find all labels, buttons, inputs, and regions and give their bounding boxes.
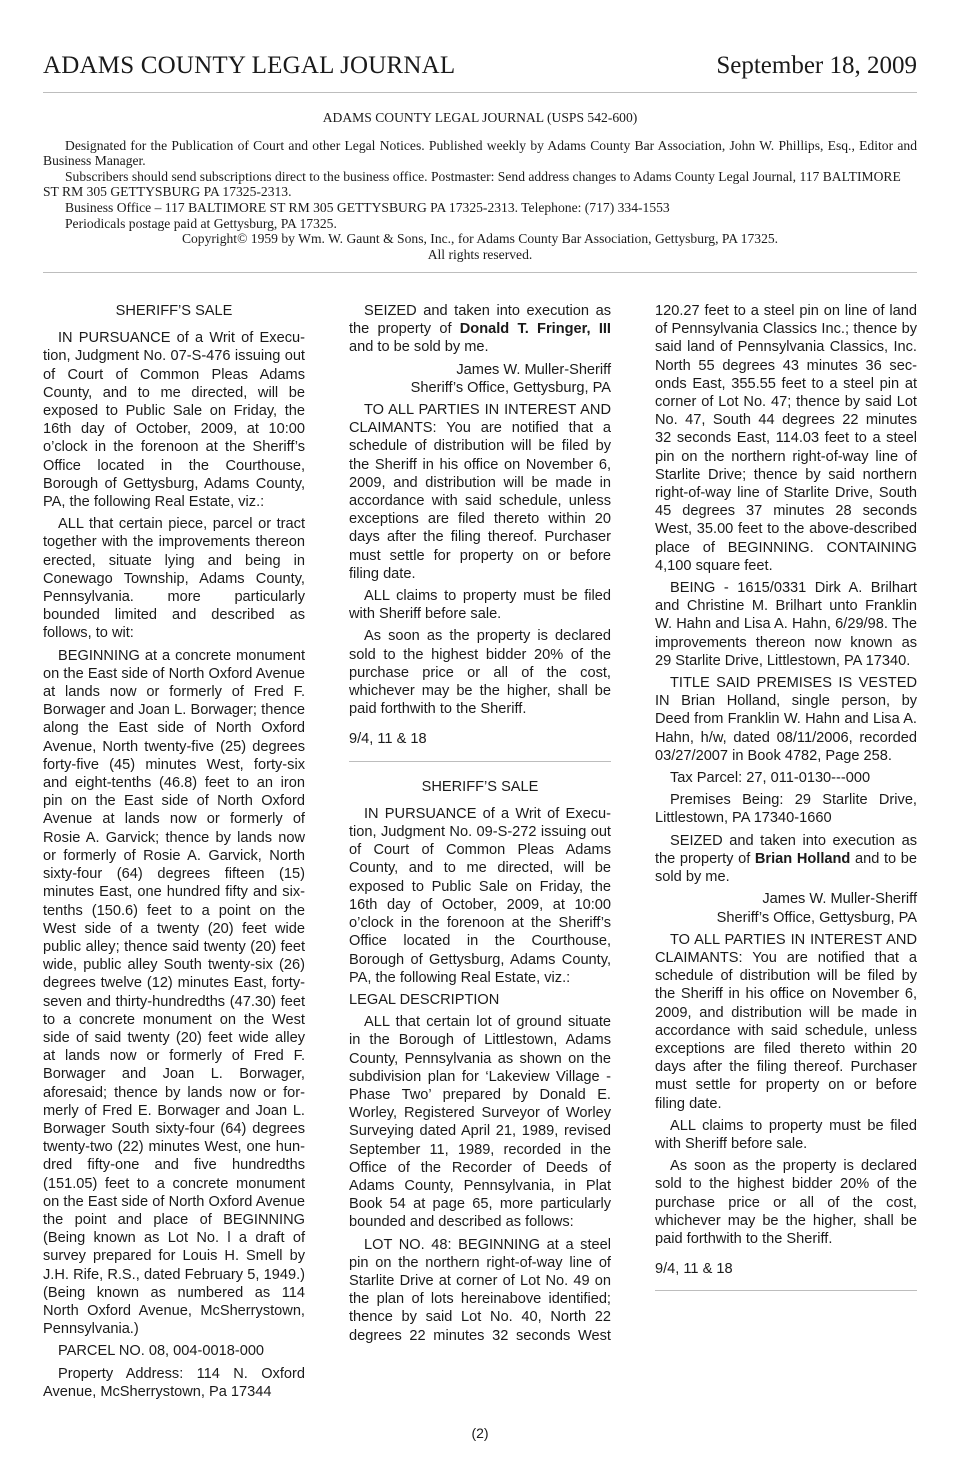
masthead-business-office: Business Office – 117 BALTIMORE ST RM 305 GETTYSBURG PA 17325-2313. Telephone: (717) 334-1553 bbox=[65, 199, 670, 215]
masthead-copyright: Copyright© 1959 by Wm. W. Gaunt & Sons, Inc., for Adams County Bar Association, Gettysburg, PA 17325. bbox=[181, 231, 779, 247]
masthead-rights: All rights reserved. bbox=[427, 246, 533, 262]
notice-2-parties: TO ALL PARTIES IN INTEREST AND CLAIMANTS: You are notified that a schedule of distribution will be filed by the Sheriff in his office on November 6, 2009, and distribution will be made in accordance with said schedule, unless exceptions are filed thereto within 20 days after the filing thereof. Purchaser must settle for property on or before filing date. bbox=[655, 931, 917, 1112]
notice-2-being: BEING - 1615/0331 Dirk A. Brilhart and Christine M. Brilhart unto Franklin W. Hahn and Lisa A. Hahn, 6/29/98. The improvements thereon now known as 29 Starlite Drive, Littlestown, PA 17340. bbox=[655, 580, 917, 669]
page-number: (2) bbox=[471, 1425, 489, 1441]
masthead-subscriptions: Subscribers should send subscriptions direct to the business office. Postmaster: Send address changes to Adams County Legal Journal, 117 BALTIMORE ST RM 305 GETTYSBURG PA 17325-2313. bbox=[43, 168, 901, 200]
column-end-rule bbox=[655, 1290, 917, 1291]
notice-1-tract: ALL that certain piece, parcel or tract together with the improvements thereon erected, situate lying and being in Conewago Township, Adams County, Pennsylvania. more particularly bounded limited and described as follows, to wit: bbox=[43, 516, 305, 642]
masthead-title: ADAMS COUNTY LEGAL JOURNAL (USPS 542-600) bbox=[322, 110, 638, 125]
notice-2-seized-post: and to be sold by me. bbox=[655, 850, 917, 886]
notice-2-claims: ALL claims to property must be filed with Sheriff before sale. bbox=[655, 1117, 917, 1152]
notice-1-parties: TO ALL PARTIES IN INTEREST AND CLAIMANTS: You are notified that a schedule of distribution will be filed by the Sheriff in his office on November 6, 2009, and distribution will be made in accordance with said schedule, unless exceptions are filed thereto within 20 days after the filing thereof. Purchaser must settle for property on or before filing date. bbox=[349, 402, 611, 582]
header-rule bbox=[43, 92, 917, 93]
notice-2-boundary: LOT NO. 48: BEGINNING at a steel pin on the northern right-of-way line of Starlite Drive at corner of Lot No. 49 on the plan of lots hereinabove identified; thence by said Lot No. 40, North 22 degrees 22 minutes 32 seconds West bbox=[349, 1236, 611, 1344]
notice-2-title: TITLE SAID PREMISES IS VESTED IN Brian Holland, single person, by Deed from Franklin W. Hahn and Lisa A. Hahn, h/w, dated 08/11/2006, recorded 03/27/2007 in Book 4782, Page 258. bbox=[655, 675, 917, 764]
notice-1-declared: As soon as the property is declared sold to the highest bidder 20% of the purchase price or all of the cost, whichever may be the higher, shall be paid forthwith to the Sheriff. bbox=[349, 628, 611, 718]
notice-2-dates: 9/4, 11 & 18 bbox=[655, 1261, 733, 1278]
column-2 bbox=[349, 302, 611, 1345]
notice-1-address: Property Address: 114 N. Oxford Avenue, McSherrystown, Pa 17344 bbox=[43, 1365, 305, 1400]
notice-1-defendant: Donald T. Fringer, III bbox=[459, 321, 611, 338]
notice-2-lot: ALL that certain lot of ground situate in the Borough of Littlestown, Adams County, Pennsylvania as shown on the subdivision plan for ‘Lakeview Village - Phase Two’ prepared by Donald E. Worley, Registered Surveyor of Worley Surveying dated April 21, 1989, revised September 11, 1989, recorded in the Office of the Recorder of Deeds of Adams County, Pennsylvania, in Plat Book 54 at page 65, more particularly bounded and described as follows: bbox=[349, 1014, 611, 1231]
notice-divider bbox=[349, 761, 611, 762]
notice-1-seized bbox=[349, 302, 611, 357]
column-3 bbox=[655, 302, 917, 1307]
issue-date: September 18, 2009 bbox=[716, 52, 917, 79]
masthead-postage: Periodicals postage paid at Gettysburg, PA 17325. bbox=[65, 215, 337, 231]
notice-1-seized-post: and to be sold by me. bbox=[349, 339, 489, 356]
notice-2-premises: Premises Being: 29 Starlite Drive, Littlestown, PA 17340-1660 bbox=[655, 792, 917, 827]
notice-1-sheriff-office: Sheriff’s Office, Gettysburg, PA bbox=[410, 379, 611, 396]
notice-1-intro: IN PURSUANCE of a Writ of Execution, Judgment No. 07-S-476 issuing out of Court of Common Pleas Adams County, and to me directed, will be exposed to Public Sale on Friday, the 16th day of October, 2009, at 10:00 o’clock in the forenoon at the Sheriff’s Office located in the Courthouse, Borough of Gettysburg, Adams County, PA, the following Real Estate, viz.: bbox=[43, 330, 305, 511]
notice-2-tax-parcel: Tax Parcel: 27, 011-0130---000 bbox=[670, 770, 871, 787]
notice-2-boundary-continued: 120.27 feet to a steel pin on line of land of Pennsylvania Classics Inc.; thence by said land of Pennsylvania Classics, Inc. North 55 degrees 43 minutes 36 seconds East, 355.55 feet to a steel pin at corner of Lot No. 47; thence by said Lot No. 47, South 44 degrees 22 minutes 32 seconds East, 114.03 feet to a steel pin on the northern right-of-way line of Starlite Drive; thence by said northern right-of-way line of Starlite Drive, South 45 degrees 37 minutes 28 seconds West, 35.00 feet to the above-described place of BEGINNING. CONTAINING 4,100 square feet. bbox=[655, 303, 917, 574]
notice-1-sheriff-name: James W. Muller-Sheriff bbox=[456, 361, 611, 378]
notice-2-sheriff-office: Sheriff’s Office, Gettysburg, PA bbox=[716, 909, 917, 926]
notice-1-dates: 9/4, 11 & 18 bbox=[349, 731, 427, 748]
notice-1-boundary: BEGINNING at a concrete monument on the East side of North Oxford Avenue at lands now or formerly of Fred F. Borwager and Joan L. Borwager; thence along the East side of North Oxford Avenue, North twenty-five (25) degrees forty-five (45) minutes West, forty-six and eight-tenths (46.8) feet to an iron pin on the East side of North Oxford Avenue at lands now or formerly of Rosie A. Garvick; thence by lands now or formerly of Rosie A. Garvick, North sixty-four (64) degrees fifteen (15) minutes East, one hundred fifty and six-tenths (150.6) feet to a point on the West side of a twenty (20) feet wide public alley; thence said twenty (20) feet wide, public alley South twenty-six (26) degrees twelve (12) minutes East, forty-seven and thirty-hundredths (47.30) feet to a concrete monument on the West side of said twenty (20) feet wide alley at lands now or formerly of Fred F. Borwager and Joan L. Borwager, aforesaid; thence by lands now or formerly of Fred E. Borwager and Joan L. Borwager South sixty-four (64) degrees twenty-two (22) minutes West, one hundred fifty-one and five hundredths (151.05) feet to a concrete monument on the East side of North Oxford Avenue the point and place of BEGINNING (Being known as Lot No. l a draft of survey prepared for Louis H. Smell by J.H. Rife, R.S., dated February 5, 1949.) (Being known as numbered as 114 North Oxford Avenue, McSherrystown, Pennsylvania.) bbox=[43, 647, 305, 1338]
notice-1-parcel: PARCEL NO. 08, 004-0018-000 bbox=[58, 1343, 265, 1360]
masthead bbox=[43, 110, 917, 262]
notice-2-seized bbox=[655, 832, 917, 887]
notice-2-intro: IN PURSUANCE of a Writ of Execution, Judgment No. 09-S-272 issuing out of Court of Common Pleas Adams County, and to me directed, will be exposed to Public Sale on Friday, the 16th day of October, 2009, at 10:00 o’clock in the forenoon at the Sheriff’s Office located in the Courthouse, Borough of Gettysburg, Adams County, PA, the following Real Estate, viz.: bbox=[349, 805, 611, 986]
running-header bbox=[43, 52, 917, 84]
notice-2-sheriff-name: James W. Muller-Sheriff bbox=[762, 891, 917, 908]
masthead-rule bbox=[43, 272, 917, 273]
column-1 bbox=[43, 302, 305, 1405]
journal-name: ADAMS COUNTY LEGAL JOURNAL bbox=[43, 52, 456, 79]
masthead-designation: Designated for the Publication of Court and other Legal Notices. Published weekly by Adams County Bar Association, John W. Phillips, Esq., Editor and Business Manager. bbox=[43, 137, 917, 169]
notice-2-defendant: Brian Holland bbox=[754, 850, 851, 867]
notice-2-seized-pre: SEIZED and taken into execution as the property of bbox=[655, 832, 917, 867]
notice-2-declared: As soon as the property is declared sold to the highest bidder 20% of the purchase price or all of the cost, whichever may be the higher, shall be paid forthwith to the Sheriff. bbox=[655, 1158, 917, 1247]
notice-2-heading: SHERIFF’S SALE bbox=[421, 778, 539, 795]
notice-1-seized-pre: SEIZED and taken into execution as the property of bbox=[349, 303, 611, 338]
notice-1-claims: ALL claims to property must be filed with Sheriff before sale. bbox=[349, 588, 611, 623]
notice-2-legal-heading: LEGAL DESCRIPTION bbox=[349, 991, 500, 1008]
notice-1-heading: SHERIFF’S SALE bbox=[115, 303, 233, 319]
